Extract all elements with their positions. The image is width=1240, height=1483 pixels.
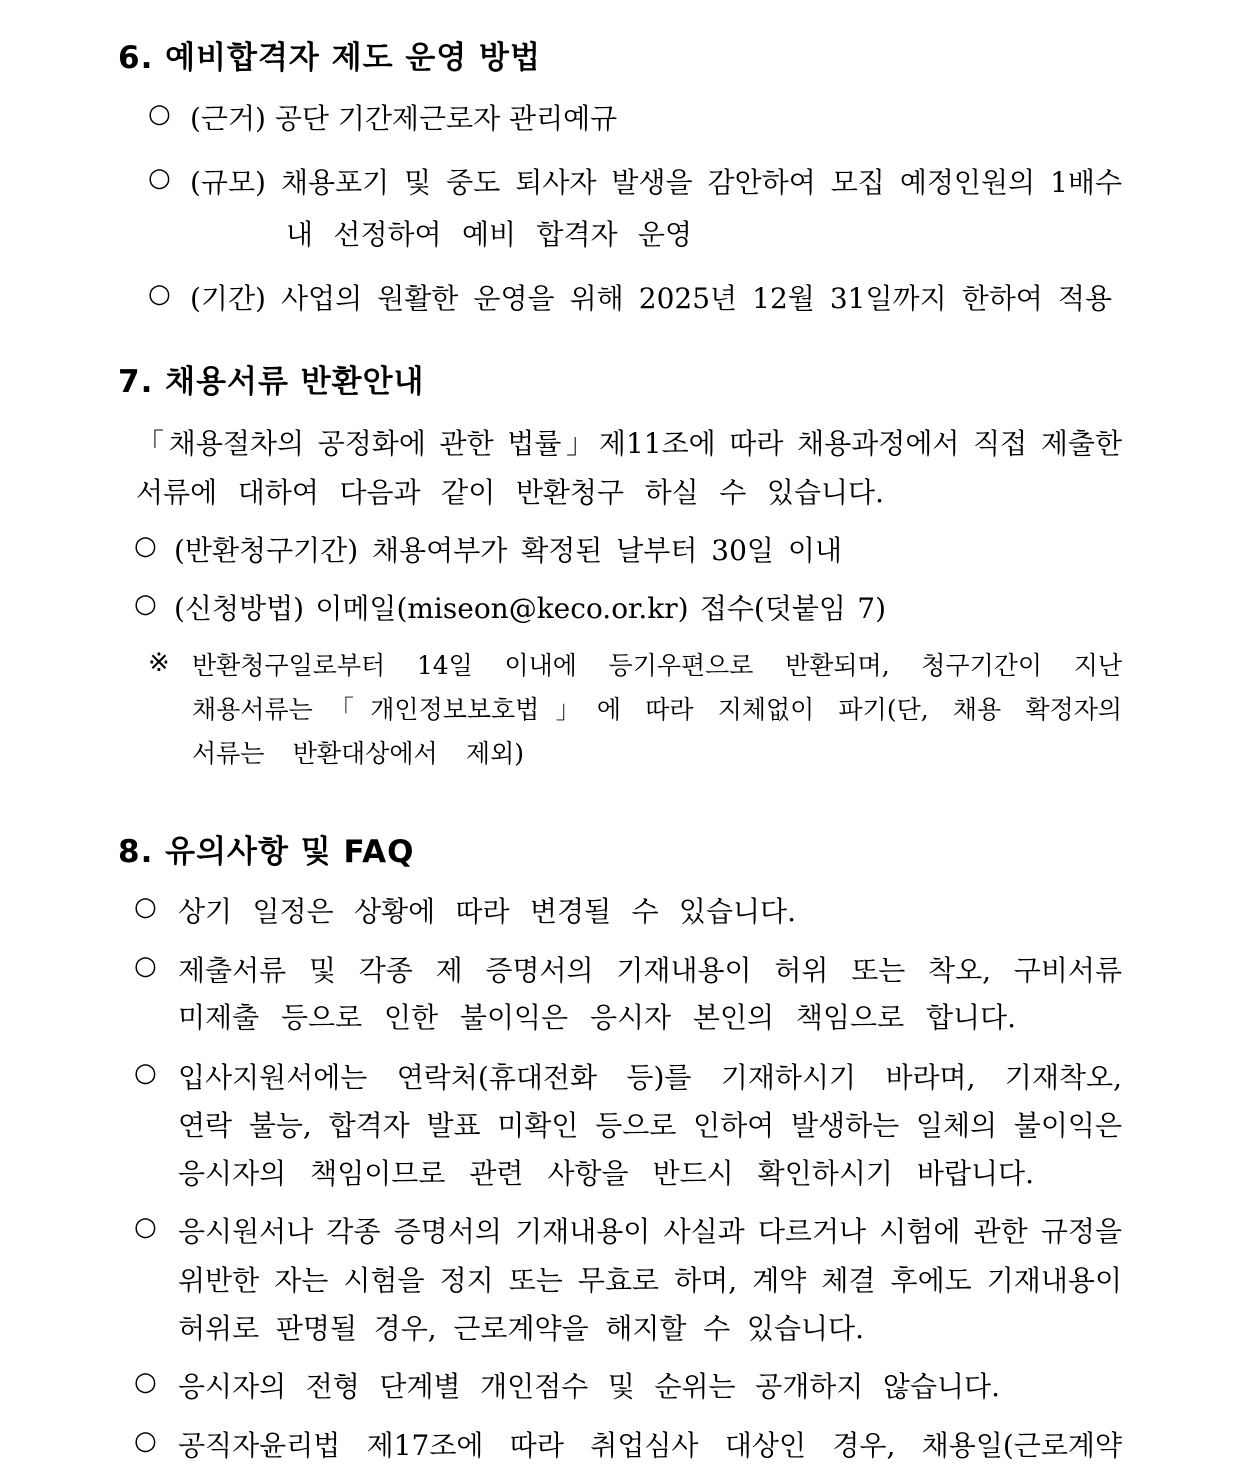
section-8-item-documents: 제출서류 및 각종 제 증명서의 기재내용이 허위 또는 착오, 구비서류 <box>178 954 1122 987</box>
section-8-item-false-info-cont: 위반한 자는 시험을 정지 또는 무효로 하며, 계약 체결 후에도 기재내용이 <box>178 1264 1122 1297</box>
section-6-heading: 6. 예비합격자 제도 운영 방법 <box>118 40 541 76</box>
bullet-circle: ○ <box>134 1426 157 1456</box>
section-7-note-cont: 채용서류는「개인정보보호법」에 따라 지체없이 파기(단, 채용 확정자의 <box>192 695 1122 724</box>
bullet-circle: ○ <box>134 531 157 561</box>
bullet-circle: ○ <box>134 951 157 981</box>
section-8-item-contact: 입사지원서에는 연락처(휴대전화 등)를 기재하시기 바라며, 기재착오, <box>178 1061 1122 1094</box>
section-7-method: (신청방법) 이메일(miseon@keco.or.kr) 접수(덧붙임 7) <box>174 592 886 625</box>
bullet-circle: ○ <box>134 1367 157 1397</box>
bullet-circle: ○ <box>134 589 157 619</box>
section-8-item-schedule: 상기 일정은 상황에 따라 변경될 수 있습니다. <box>178 895 796 928</box>
section-8-item-false-info-cont: 허위로 판명될 경우, 근로계약을 해지할 수 있습니다. <box>178 1312 864 1345</box>
section-6-scale-cont: 내 선정하여 예비 합격자 운영 <box>286 218 692 251</box>
section-8-heading: 8. 유의사항 및 FAQ <box>118 834 415 870</box>
section-7-heading: 7. 채용서류 반환안내 <box>118 364 425 400</box>
section-6-basis: (근거) 공단 기간제근로자 관리예규 <box>190 102 618 135</box>
bullet-circle: ○ <box>134 1058 157 1088</box>
section-7-note-cont: 서류는 반환대상에서 제외) <box>192 739 524 768</box>
section-7-intro-cont: 서류에 대하여 다음과 같이 반환청구 하실 수 있습니다. <box>136 476 884 509</box>
section-6-scale: (규모) 채용포기 및 중도 퇴사자 발생을 감안하여 모집 예정인원의 1배수 <box>190 166 1122 199</box>
bullet-circle: ○ <box>134 892 157 922</box>
bullet-circle: ○ <box>148 279 171 309</box>
section-8-item-contact-cont: 응시자의 책임이므로 관련 사항을 반드시 확인하시기 바랍니다. <box>178 1157 1034 1190</box>
bullet-circle: ○ <box>134 1212 157 1242</box>
section-7-return-period: (반환청구기간) 채용여부가 확정된 날부터 30일 이내 <box>174 534 842 567</box>
section-7-intro: 「채용절차의 공정화에 관한 법률」제11조에 따라 채용과정에서 직접 제출한 <box>136 427 1122 460</box>
section-6-period: (기간) 사업의 원활한 운영을 위해 2025년 12월 31일까지 한하여 적용 <box>190 282 1112 315</box>
bullet-circle: ○ <box>148 163 171 193</box>
bullet-circle: ○ <box>148 99 171 129</box>
section-8-item-documents-cont: 미제출 등으로 인한 불이익은 응시자 본인의 책임으로 합니다. <box>178 1001 1016 1034</box>
note-mark: ※ <box>148 648 170 678</box>
section-8-item-scores: 응시자의 전형 단계별 개인점수 및 순위는 공개하지 않습니다. <box>178 1370 1000 1403</box>
section-8-item-contact-cont: 연락 불능, 합격자 발표 미확인 등으로 인하여 발생하는 일체의 불이익은 <box>178 1109 1122 1142</box>
section-7-note: 반환청구일로부터 14일 이내에 등기우편으로 반환되며, 청구기간이 지난 <box>192 651 1122 680</box>
section-8-item-false-info: 응시원서나 각종 증명서의 기재내용이 사실과 다르거나 시험에 관한 규정을 <box>178 1215 1122 1248</box>
section-8-item-ethics: 공직자윤리법 제17조에 따라 취업심사 대상인 경우, 채용일(근로계약 <box>178 1429 1122 1462</box>
